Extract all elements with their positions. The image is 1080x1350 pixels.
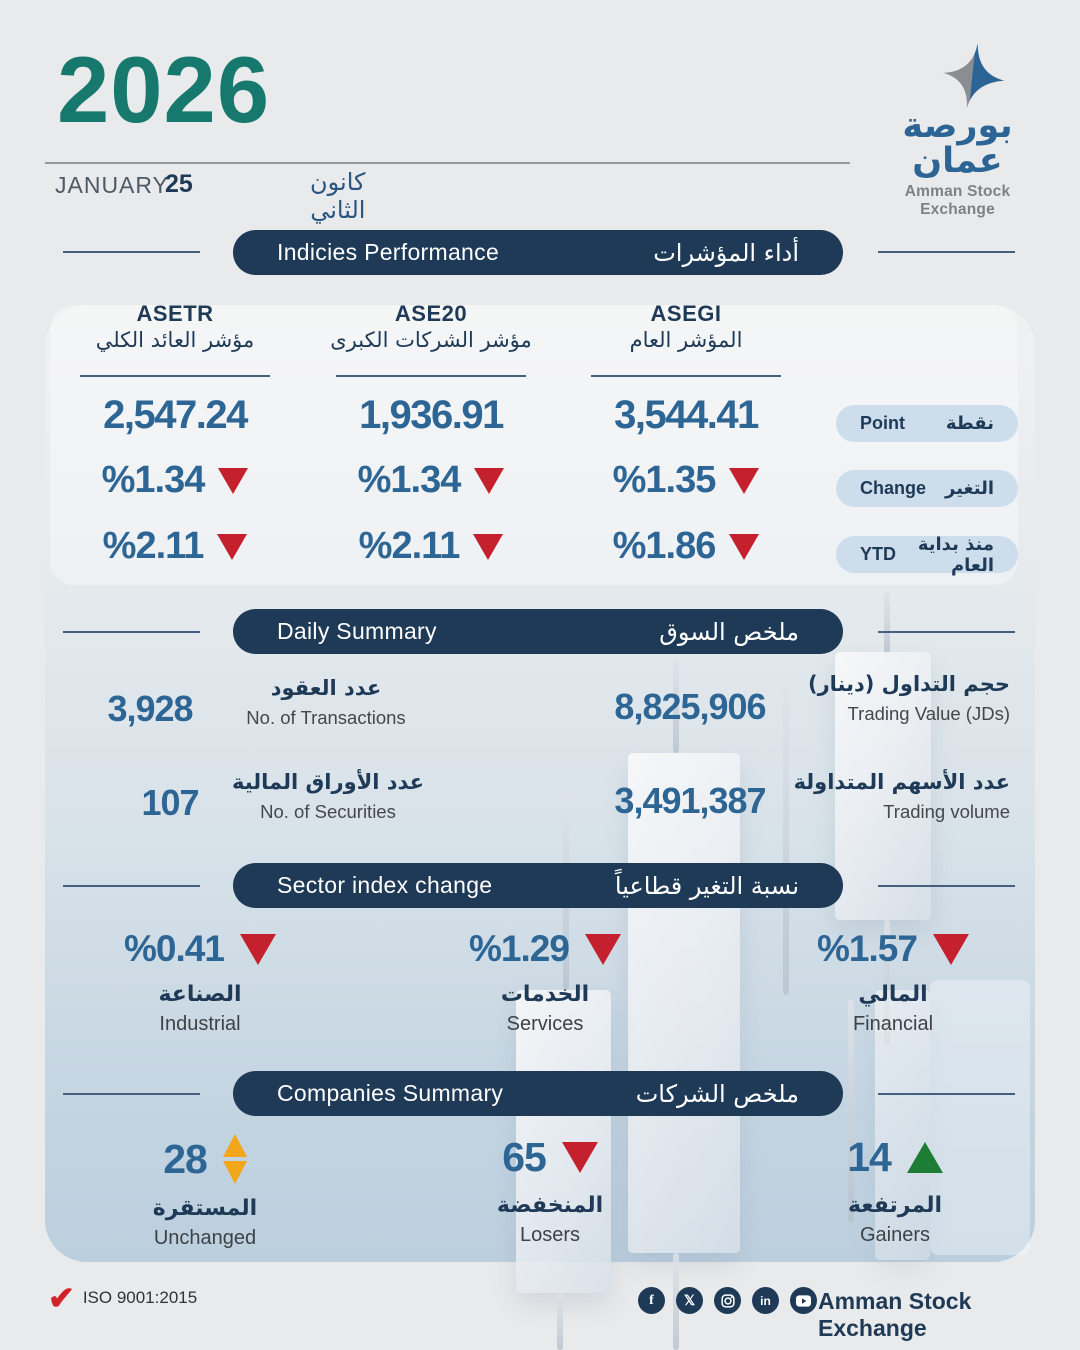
row-label-change: Change التغير xyxy=(836,470,1018,507)
footer-brand: Amman Stock Exchange xyxy=(818,1288,972,1341)
sector-industrial: %0.41 الصناعة Industrial xyxy=(55,928,345,1036)
index-code: ASETR xyxy=(136,301,214,326)
companies-gainers: 14 المرتفعة Gainers xyxy=(750,1134,1040,1247)
instagram-icon[interactable] xyxy=(714,1287,741,1314)
sector-services: %1.29 الخدمات Services xyxy=(400,928,690,1036)
index-ytd-value: %1.86 xyxy=(546,525,826,568)
ase-logo xyxy=(880,42,1035,219)
down-triangle-icon xyxy=(218,468,248,494)
down-triangle-icon xyxy=(473,534,503,560)
down-triangle-icon xyxy=(240,934,276,965)
index-point-value: 3,544.41 xyxy=(614,393,758,437)
section-flank-line xyxy=(63,1093,200,1095)
row-label-ytd: منذ بداية العام YTD xyxy=(836,536,1018,573)
day-number: 25 xyxy=(165,170,193,198)
section-flank-line xyxy=(878,251,1015,253)
section-flank-line xyxy=(878,631,1015,633)
header-divider xyxy=(45,162,850,164)
down-triangle-icon xyxy=(474,468,504,494)
index-code: ASEGI xyxy=(650,301,722,326)
iso-label: ISO 9001:2015 xyxy=(82,1288,198,1307)
down-triangle-icon xyxy=(585,934,621,965)
section-flank-line xyxy=(63,885,200,887)
up-triangle-icon xyxy=(907,1142,943,1173)
index-change-value: %1.34 xyxy=(35,459,315,502)
companies-losers: 65 المنخفضة Losers xyxy=(405,1134,695,1247)
index-name-ar: مؤشر الشركات الكبرى xyxy=(330,328,532,352)
section-flank-line xyxy=(63,631,200,633)
securities-value: 107 xyxy=(141,782,199,823)
index-ytd-value: %2.11 xyxy=(291,525,571,568)
section-title-ar: ملخص الشركات xyxy=(635,1079,799,1108)
sector-section-header xyxy=(233,863,843,908)
down-triangle-icon xyxy=(729,534,759,560)
iso-certification xyxy=(48,1280,198,1316)
daily-summary-section-header xyxy=(233,609,843,654)
trading-volume-labels: عدد الأسهم المتداولة Trading volume xyxy=(793,770,1010,822)
section-flank-line xyxy=(878,885,1015,887)
index-point-value: 2,547.24 xyxy=(103,393,247,437)
index-change-value: %1.35 xyxy=(546,459,826,502)
sector-change-value: %0.41 xyxy=(55,928,345,970)
star-icon xyxy=(934,39,1011,114)
section-flank-line xyxy=(63,251,200,253)
sector-change-value: %1.57 xyxy=(748,928,1038,970)
unchanged-count: 28 xyxy=(60,1134,350,1184)
section-title-ar: أداء المؤشرات xyxy=(653,238,799,267)
section-flank-line xyxy=(878,1093,1015,1095)
unchanged-diamond-icon xyxy=(223,1134,247,1184)
sector-change-value: %1.29 xyxy=(400,928,690,970)
securities-labels: عدد الأوراق المالية No. of Securities xyxy=(231,770,425,822)
candlestick-decoration xyxy=(884,592,890,655)
transactions-value: 3,928 xyxy=(107,688,193,729)
down-triangle-icon xyxy=(933,934,969,965)
losers-count: 65 xyxy=(405,1134,695,1181)
checkmark-icon: ✔ xyxy=(48,1280,75,1316)
index-name-ar: المؤشر العام xyxy=(629,328,743,352)
column-underline xyxy=(336,375,526,377)
section-title-ar: ملخص السوق xyxy=(659,617,799,646)
index-name-ar: مؤشر العائد الكلي xyxy=(95,328,255,352)
index-code: ASE20 xyxy=(394,301,468,326)
index-column-asegi xyxy=(546,295,826,590)
section-title-en: Sector index change xyxy=(277,872,493,898)
section-title-ar: نسبة التغير قطاعياً xyxy=(614,871,799,900)
section-title-en: Companies Summary xyxy=(277,1080,504,1106)
report-year: 2026 xyxy=(57,37,271,142)
column-underline xyxy=(591,375,781,377)
index-column-asetr xyxy=(35,295,315,590)
section-title-en: Indicies Performance xyxy=(277,239,500,265)
index-change-value: %1.34 xyxy=(291,459,571,502)
gainers-count: 14 xyxy=(750,1134,1040,1181)
facebook-icon[interactable]: f xyxy=(638,1287,665,1314)
companies-unchanged: 28 المستقرة Unchanged xyxy=(60,1134,350,1250)
candlestick-decoration xyxy=(557,1293,563,1350)
x-icon[interactable]: 𝕏 xyxy=(676,1287,703,1314)
logo-arabic-name: بورصة عمان xyxy=(902,106,1013,181)
down-triangle-icon xyxy=(562,1142,598,1173)
column-underline xyxy=(80,375,270,377)
index-column-ase20 xyxy=(291,295,571,590)
social-links xyxy=(638,1287,817,1314)
trading-volume-value: 3,491,387 xyxy=(614,780,766,821)
linkedin-icon[interactable]: in xyxy=(752,1287,779,1314)
companies-section-header xyxy=(233,1071,843,1116)
youtube-icon[interactable] xyxy=(790,1287,817,1314)
trading-value-labels: حجم التداول (دينار) Trading Value (JDs) xyxy=(807,672,1010,724)
month-arabic: كانون الثاني xyxy=(309,168,366,224)
indices-section-header xyxy=(233,230,843,275)
section-title-en: Daily Summary xyxy=(277,618,437,644)
transactions-labels: عدد العقود No. of Transactions xyxy=(246,676,406,728)
row-label-point: Point نقطة xyxy=(836,405,1018,442)
month-english: JANUARY xyxy=(55,172,169,198)
down-triangle-icon xyxy=(729,468,759,494)
down-triangle-icon xyxy=(217,534,247,560)
index-ytd-value: %2.11 xyxy=(35,525,315,568)
logo-english-name: Amman Stock Exchange xyxy=(904,183,1011,218)
index-point-value: 1,936.91 xyxy=(359,393,503,437)
sector-financial: %1.57 المالي Financial xyxy=(748,928,1038,1036)
trading-value-value: 8,825,906 xyxy=(614,686,766,727)
